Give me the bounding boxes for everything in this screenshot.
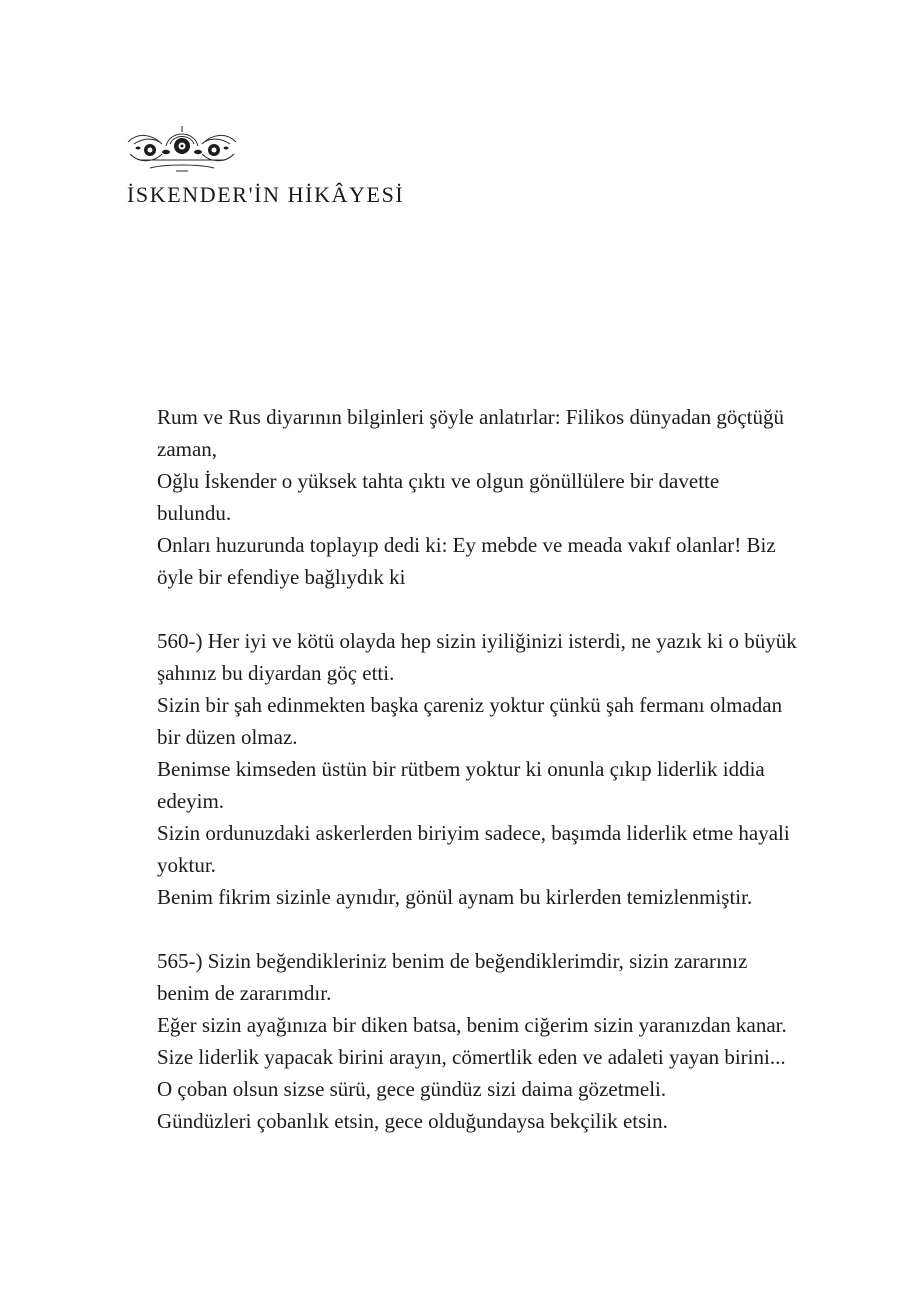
verse-line: Size liderlik yapacak birini arayın, cömertlik eden ve adaleti yayan birini... <box>157 1045 786 1069</box>
verse-line: Rum ve Rus diyarının bilginleri şöyle anlatırlar: Filikos dünyadan göçtüğü zaman, <box>157 405 784 461</box>
floral-ornament-icon <box>126 124 238 174</box>
verse-line: Benim fikrim sizinle aynıdır, gönül aynam bu kirlerden temizlenmiştir. <box>157 885 753 909</box>
verse-line: Sizin ordunuzdaki askerlerden biriyim sadece, başımda liderlik etme hayali yoktur. <box>157 821 790 877</box>
verse-line: 565-) Sizin beğendikleriniz benim de beğendiklerimdir, sizin zararınız benim de zararımdır. <box>157 949 748 1005</box>
verse-text <box>157 401 797 1137</box>
verse-line: Benimse kimseden üstün bir rütbem yoktur ki onunla çıkıp liderlik iddia edeyim. <box>157 757 765 813</box>
verse-line: Gündüzleri çobanlık etsin, gece olduğundaysa bekçilik etsin. <box>157 1109 668 1133</box>
stanza <box>157 401 797 593</box>
stanza <box>157 945 797 1137</box>
stanza <box>157 625 797 913</box>
verse-line: Oğlu İskender o yüksek tahta çıktı ve olgun gönüllülere bir davette bulundu. <box>157 469 720 525</box>
verse-line: Onları huzurunda toplayıp dedi ki: Ey mebde ve meada vakıf olanlar! Biz öyle bir efendiye bağlıydık ki <box>157 533 776 589</box>
chapter-title: İSKENDER'İN HİKÂYESİ <box>127 182 405 207</box>
verse-line: O çoban olsun sizse sürü, gece gündüz sizi daima gözetmeli. <box>157 1077 667 1101</box>
verse-line: Sizin bir şah edinmekten başka çareniz yoktur çünkü şah fermanı olmadan bir düzen olmaz. <box>157 693 783 749</box>
verse-line: Eğer sizin ayağınıza bir diken batsa, benim ciğerim sizin yaranızdan kanar. <box>157 1013 787 1037</box>
verse-line: 560-) Her iyi ve kötü olayda hep sizin iyiliğinizi isterdi, ne yazık ki o büyük şahınız bu diyardan göç etti. <box>157 629 797 685</box>
